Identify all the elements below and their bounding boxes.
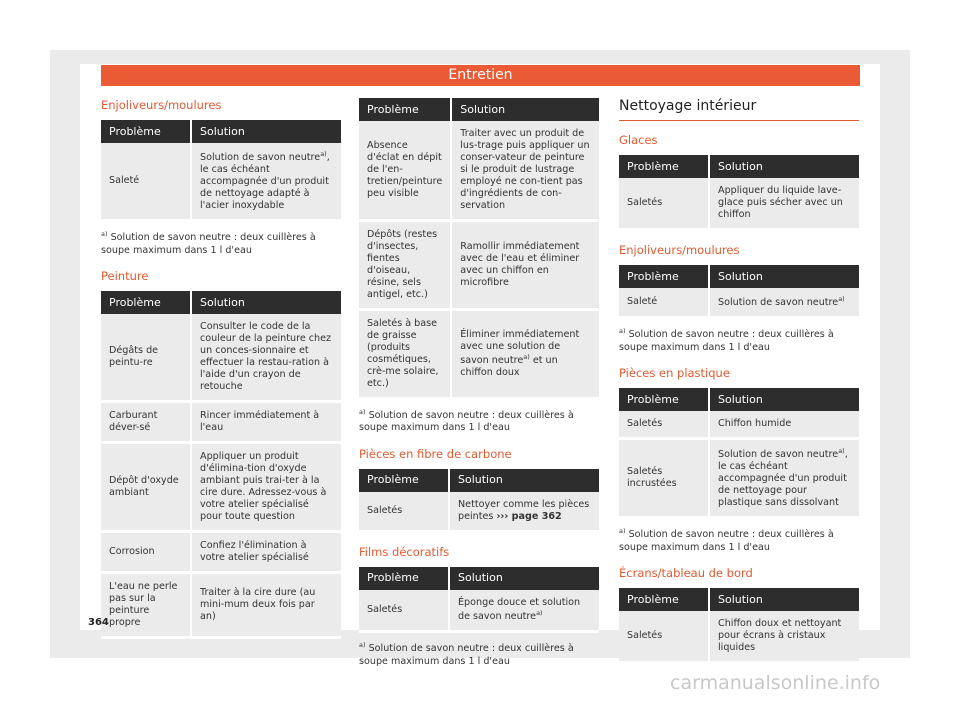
cell-problem: Saleté bbox=[619, 288, 709, 318]
footnote-mark: a) bbox=[101, 230, 108, 239]
table-row bbox=[619, 611, 859, 662]
cell-solution-tail: , le cas échéant accompagnée d'un produit de nettoyage adapté à l'acier inoxydable bbox=[200, 152, 330, 212]
cell-solution-text: Éponge douce et solution de savon neutre bbox=[458, 596, 581, 622]
header-solution: Solution bbox=[709, 388, 859, 411]
footnote bbox=[101, 230, 341, 257]
footnote-mark: a) bbox=[838, 294, 845, 303]
cell-problem: Saletés incrustées bbox=[619, 439, 709, 518]
footnote-mark: a) bbox=[536, 608, 543, 617]
table-row bbox=[619, 411, 859, 438]
footnote-mark: a) bbox=[838, 447, 845, 456]
cell-problem: Dépôts (restes d'insectes, fientes d'oiseau, résine, sels antigel, etc.) bbox=[359, 220, 451, 309]
table-paint-continued bbox=[359, 98, 599, 400]
section-title: Peinture bbox=[101, 269, 149, 284]
cell-solution-text: Nettoyer comme les pièces peintes bbox=[458, 498, 590, 522]
cell-solution-tail: et un chiffon doux bbox=[460, 354, 558, 378]
section-title: Films décoratifs bbox=[359, 544, 450, 559]
footnote-mark: a) bbox=[619, 527, 626, 536]
section-title: Enjoliveurs/moulures bbox=[101, 98, 222, 112]
header-solution: Solution bbox=[449, 567, 599, 590]
cell-solution: Appliquer un produit d'élimina-tion d'oxyde ambiant puis trai-ter à la cire dure. Adressez-vous à votre atelier spécialisé pour toute question bbox=[191, 443, 341, 532]
cell-problem: Corrosion bbox=[101, 532, 191, 573]
table-row bbox=[101, 143, 341, 221]
cell-problem: Saletés bbox=[359, 492, 449, 531]
table-row bbox=[359, 590, 599, 632]
cell-solution: Chiffon humide bbox=[709, 411, 859, 438]
header-problem: Problème bbox=[619, 588, 709, 611]
section-title: Écrans/tableau de bord bbox=[619, 566, 753, 581]
cell-solution: Confiez l'élimination à votre atelier spécialisé bbox=[191, 532, 341, 573]
cell-problem: Saletés bbox=[619, 611, 709, 662]
header-solution: Solution bbox=[191, 291, 341, 314]
header-problem: Problème bbox=[359, 98, 451, 121]
footnote-mark: a) bbox=[359, 407, 366, 416]
table-exterior-trim bbox=[101, 120, 341, 222]
footnote-mark: a) bbox=[359, 640, 366, 649]
table-decorative-films bbox=[359, 567, 599, 633]
cell-problem: Absence d'éclat en dépit de l'en-tretien/peinture peu visible bbox=[359, 121, 451, 220]
cell-problem: Saletés à base de graisse (produits cosmétiques, crè-me solaire, etc.) bbox=[359, 309, 451, 398]
table-row bbox=[619, 178, 859, 229]
footnote-text: Solution de savon neutre : deux cuillères à soupe maximum dans 1 l d'eau bbox=[359, 409, 574, 434]
footnote-text: Solution de savon neutre : deux cuillères à soupe maximum dans 1 l d'eau bbox=[619, 329, 834, 353]
watermark: carmanualsonline.info bbox=[670, 672, 881, 694]
header-problem: Problème bbox=[359, 567, 449, 590]
section-title: Glaces bbox=[619, 133, 658, 147]
footnote bbox=[619, 327, 859, 354]
section-title: Pièces en plastique bbox=[619, 366, 730, 381]
header-problem: Problème bbox=[359, 469, 449, 492]
header-solution: Solution bbox=[709, 155, 859, 178]
header-problem: Problème bbox=[619, 155, 709, 178]
cell-solution-text: Solution de savon neutre bbox=[718, 297, 839, 309]
table-windows bbox=[619, 155, 859, 231]
cell-solution: Rincer immédiatement à l'eau bbox=[191, 402, 341, 443]
footnote-text: Solution de savon neutre : deux cuillères à soupe maximum dans 1 l d'eau bbox=[359, 643, 574, 667]
cell-solution: Traiter avec un produit de lus-trage puis appliquer un conser-vateur de peinture si le produit de lustrage employé ne con-tient pas d'ingrédients de con-servation bbox=[451, 121, 599, 220]
cell-problem: Saletés bbox=[359, 590, 449, 632]
cell-solution bbox=[709, 288, 859, 318]
cell-solution: Traiter à la cire dure (au mini-mum deux fois par an) bbox=[191, 572, 341, 637]
cell-problem: Dépôt d'oxyde ambiant bbox=[101, 443, 191, 532]
table-paint bbox=[101, 291, 341, 639]
chapter-header: Entretien bbox=[101, 65, 860, 86]
footnote bbox=[359, 408, 599, 435]
cell-problem: Saletés bbox=[619, 178, 709, 229]
table-row bbox=[359, 121, 599, 220]
footnote-mark: a) bbox=[523, 352, 530, 361]
table-row bbox=[359, 309, 599, 398]
cell-solution bbox=[191, 143, 341, 221]
section-title: Pièces en fibre de carbone bbox=[359, 446, 512, 461]
header-problem: Problème bbox=[619, 388, 709, 411]
table-row bbox=[101, 314, 341, 401]
table-screens-dashboard bbox=[619, 588, 859, 664]
table-row bbox=[359, 492, 599, 531]
header-solution: Solution bbox=[191, 120, 341, 143]
cell-solution: Appliquer du liquide lave-glace puis sécher avec un chiffon bbox=[709, 178, 859, 229]
cell-solution: Consulter le code de la couleur de la peinture chez un conces-sionnaire et effectuer la restau-ration à l'aide d'un crayon de retouche bbox=[191, 314, 341, 401]
table-row bbox=[359, 220, 599, 309]
cell-solution: Ramollir immédiatement avec de l'eau et éliminer avec un chiffon en microfibre bbox=[451, 220, 599, 309]
header-solution: Solution bbox=[451, 98, 599, 121]
header-problem: Problème bbox=[101, 291, 191, 314]
column-right bbox=[619, 98, 859, 664]
cell-solution-text: Solution de savon neutre bbox=[200, 152, 321, 164]
footnote-text: Solution de savon neutre : deux cuillères à soupe maximum dans 1 l d'eau bbox=[101, 232, 316, 256]
footnote bbox=[359, 641, 599, 668]
table-row bbox=[101, 402, 341, 443]
table-row bbox=[101, 532, 341, 573]
table-row bbox=[101, 572, 341, 637]
footnote-mark: a) bbox=[619, 327, 626, 336]
page-number: 364 bbox=[88, 617, 109, 628]
page-reference-link[interactable]: ››› page 362 bbox=[496, 510, 562, 522]
header-problem: Problème bbox=[101, 120, 191, 143]
cell-solution-text: Éliminer immédiatement avec une solution de savon neutre bbox=[460, 328, 580, 366]
cell-solution bbox=[451, 309, 599, 398]
table-interior-trim bbox=[619, 265, 859, 319]
cell-problem: Saleté bbox=[101, 143, 191, 221]
header-solution: Solution bbox=[449, 469, 599, 492]
footnote-mark: a) bbox=[320, 150, 327, 158]
column-left bbox=[101, 98, 341, 639]
cell-problem: Dégâts de peintu-re bbox=[101, 314, 191, 401]
section-title: Enjoliveurs/moulures bbox=[619, 242, 740, 257]
footnote-text: Solution de savon neutre : deux cuillères à soupe maximum dans 1 l d'eau bbox=[619, 529, 834, 553]
cell-problem: Carburant déver-sé bbox=[101, 402, 191, 443]
table-row bbox=[619, 439, 859, 518]
cell-solution-tail: , le cas échéant accompagnée d'un produit de nettoyage pour plastique sans dissolvant bbox=[718, 449, 848, 509]
header-solution: Solution bbox=[709, 265, 859, 288]
cell-solution-text: Solution de savon neutre bbox=[718, 449, 839, 461]
cell-solution bbox=[449, 492, 599, 531]
table-row bbox=[619, 288, 859, 318]
cell-solution bbox=[449, 590, 599, 632]
table-carbon-fiber bbox=[359, 469, 599, 533]
cell-problem: Saletés bbox=[619, 411, 709, 438]
header-solution: Solution bbox=[709, 588, 859, 611]
footnote bbox=[619, 527, 859, 554]
cell-problem: L'eau ne perle pas sur la peinture propre bbox=[101, 572, 191, 637]
cell-solution: Chiffon doux et nettoyant pour écrans à cristaux liquides bbox=[709, 611, 859, 662]
table-row bbox=[101, 443, 341, 532]
column-middle bbox=[359, 98, 599, 668]
cell-solution bbox=[709, 439, 859, 518]
table-plastic-parts bbox=[619, 388, 859, 519]
main-section-title: Nettoyage intérieur bbox=[619, 98, 859, 121]
header-problem: Problème bbox=[619, 265, 709, 288]
